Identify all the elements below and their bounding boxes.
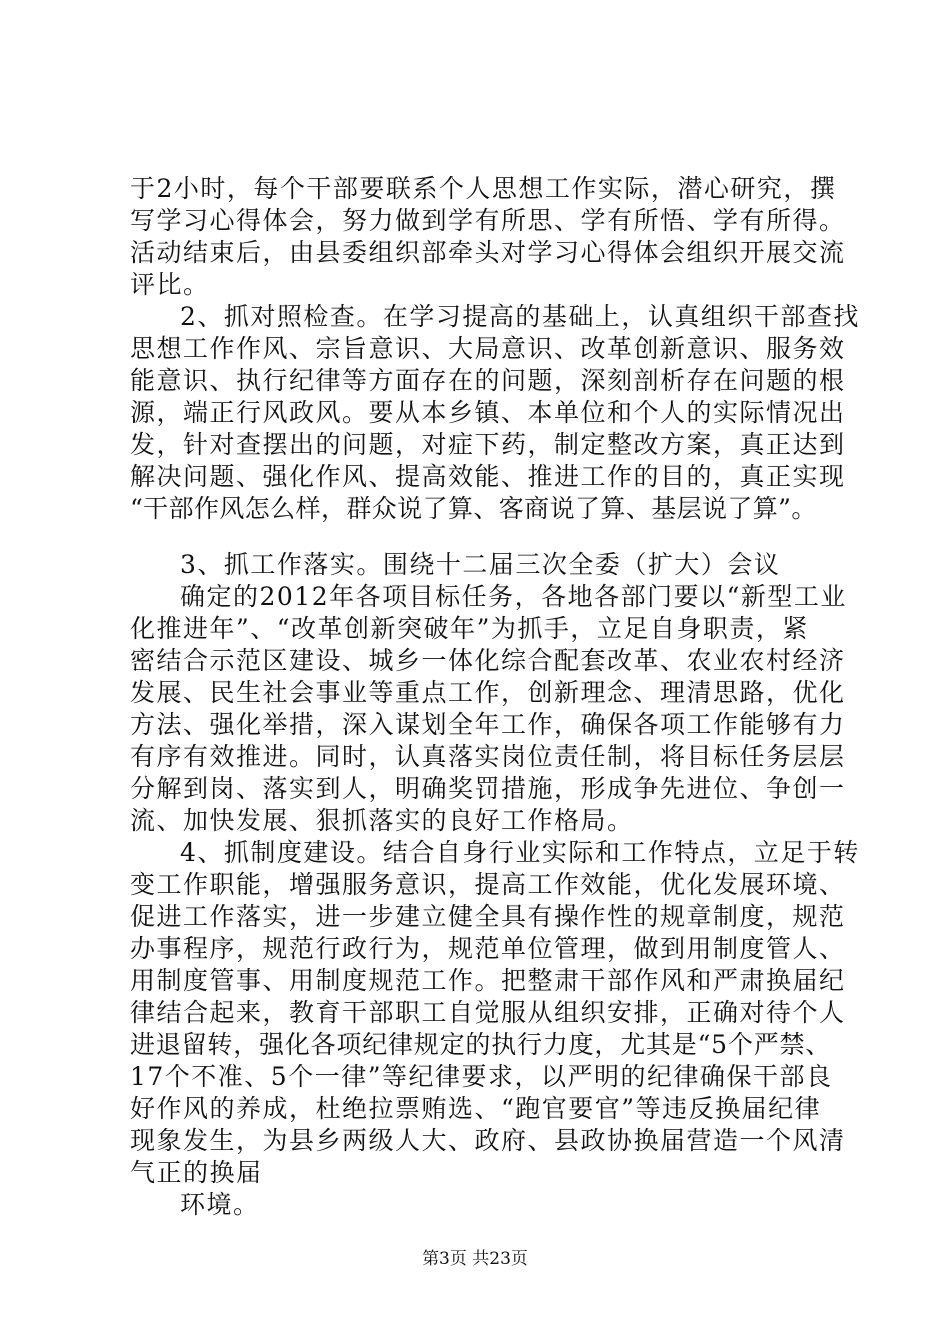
text-line: 化推进年”、“改革创新突破年”为抓手，立足自身职责，紧 xyxy=(130,614,809,643)
text-line: 律结合起来，教育干部职工自觉服从组织安排，正确对待个人 xyxy=(130,998,846,1027)
text-line: 思想工作作风、宗旨意识、大局意识、改革创新意识、服务效 xyxy=(130,334,846,363)
page-number-footer: 第3页 共23页 xyxy=(422,1249,528,1269)
text-line: “干部作风怎么样，群众说了算、客商说了算、基层说了算”。 xyxy=(130,494,817,523)
text-line: 方法、强化举措，深入谋划全年工作，确保各项工作能够有力 xyxy=(130,710,846,739)
text-line: 流、加快发展、狠抓落实的良好工作格局。 xyxy=(130,806,634,835)
text-line: 活动结束后，由县委组织部牵头对学习心得体会组织开展交流 xyxy=(130,238,846,267)
text-line: 好作风的养成，杜绝拉票贿选、“跑官要官”等违反换届纪律 xyxy=(130,1094,822,1123)
text-line: 气正的换届 xyxy=(130,1158,263,1187)
text-line: 密结合示范区建设、城乡一体化综合配套改革、农业农村经济 xyxy=(130,646,846,675)
text-line: 确定的2012年各项目标任务，各地各部门要以“新型工业 xyxy=(180,582,847,611)
text-line: 环境。 xyxy=(180,1190,260,1219)
text-line: 能意识、执行纪律等方面存在的问题，深刻剖析存在问题的根 xyxy=(130,366,846,395)
text-line: 变工作职能，增强服务意识，提高工作效能，优化发展环境、 xyxy=(130,870,846,899)
text-line: 写学习心得体会，努力做到学有所思、学有所悟、学有所得。 xyxy=(130,206,846,235)
text-line: 分解到岗、落实到人，明确奖罚措施，形成争先进位、争创一 xyxy=(130,774,846,803)
paragraph-heading-line: 2、抓对照检查。在学习提高的基础上，认真组织干部查找 xyxy=(180,302,860,331)
text-line: 办事程序，规范行政行为，规范单位管理，做到用制度管人、 xyxy=(130,934,846,963)
text-line: 现象发生，为县乡两级人大、政府、县政协换届营造一个风清 xyxy=(130,1126,846,1155)
text-line: 评比。 xyxy=(130,270,210,299)
text-line: 17个不准、5个一律”等纪律要求，以严明的纪律确保干部良 xyxy=(130,1062,833,1091)
text-line: 有序有效推进。同时，认真落实岗位责任制，将目标任务层层 xyxy=(130,742,846,771)
text-line: 解决问题、强化作风、提高效能、推进工作的目的，真正实现 xyxy=(130,462,846,491)
text-line: 发展、民生社会事业等重点工作，创新理念、理清思路，优化 xyxy=(130,678,846,707)
text-line: 进退留转，强化各项纪律规定的执行力度，尤其是“5个严禁、 xyxy=(130,1030,832,1059)
text-line: 于2小时，每个干部要联系个人思想工作实际，潜心研究，撰 xyxy=(130,174,837,203)
text-line: 用制度管事、用制度规范工作。把整肃干部作风和严肃换届纪 xyxy=(130,966,846,995)
text-line: 促进工作落实，进一步建立健全具有操作性的规章制度，规范 xyxy=(130,902,846,931)
paragraph-heading-line: 3、抓工作落实。围绕十二届三次全委（扩大）会议 xyxy=(180,550,781,579)
text-line: 发，针对查摆出的问题，对症下药，制定整改方案，真正达到 xyxy=(130,430,846,459)
text-line: 源，端正行风政风。要从本乡镇、本单位和个人的实际情况出 xyxy=(130,398,846,427)
paragraph-heading-line: 4、抓制度建设。结合自身行业实际和工作特点，立足于转 xyxy=(180,838,860,867)
